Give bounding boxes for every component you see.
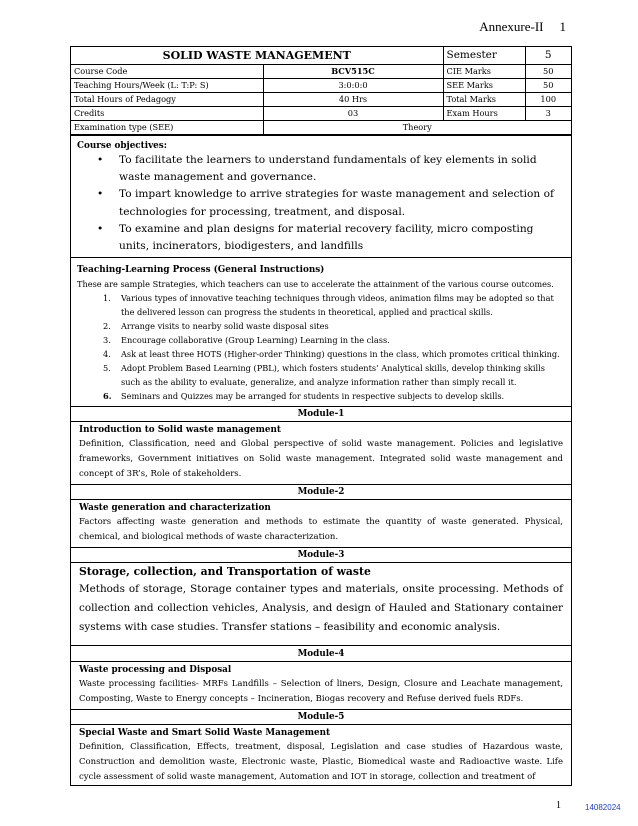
row-label: Exam Hours — [443, 107, 525, 121]
module-text: Waste processing facilities- MRFs Landfills – Selection of liners, Design, Closure and Leachate management, Composting, Waste to Energy concepts – Incineration, Biogas recovery and Refuse derived fuels RDFs. — [79, 679, 563, 705]
row-label: Total Hours of Pedagogy — [71, 93, 263, 107]
teaching-heading: Teaching-Learning Process (General Instructions) — [77, 265, 325, 276]
module-title: Storage, collection, and Transportation of waste — [79, 565, 371, 579]
header-page-number: 1 — [559, 19, 566, 34]
module-text: Definition, Classification, Effects, treatment, disposal, Legislation and case studies of Hazardous waste, Construction and demolition waste, Electronic waste, Plastic, Biomedical waste and Radioactive waste. Life cycle assessment of solid waste management, Automation and IOT in storage, collection and treatment of — [79, 742, 563, 783]
row-value: 50 — [525, 65, 571, 79]
module-title: Waste generation and characterization — [79, 503, 271, 514]
item-number: 1. — [103, 293, 111, 304]
exam-type-value: Theory — [263, 121, 571, 135]
course-objectives-section — [71, 135, 571, 257]
list-item — [103, 291, 565, 319]
row-label: Examination type (SEE) — [71, 121, 263, 135]
module-text: Methods of storage, Storage container types and materials, onsite processing. Methods of collection and collection vehicles, Analysis, and design of Hauled and Stationary container systems with case studies. Transfer stations – feasibility and economic analysis. — [79, 583, 563, 634]
list-item — [103, 333, 565, 347]
item-number: 4. — [103, 349, 111, 360]
item-number: 5. — [103, 363, 111, 374]
item-text: Arrange visits to nearby solid waste disposal sites — [121, 321, 329, 332]
row-label: Credits — [71, 107, 263, 121]
table-row — [71, 93, 571, 107]
module-heading: Module-3 — [71, 547, 571, 563]
table-row — [71, 79, 571, 93]
row-value: 03 — [263, 107, 443, 121]
row-label: SEE Marks — [443, 79, 525, 93]
row-value: 3 — [525, 107, 571, 121]
document-code: 14082024 — [585, 803, 621, 812]
module-body — [71, 662, 571, 709]
syllabus-document — [70, 46, 572, 786]
row-value: 3:0:0:0 — [263, 79, 443, 93]
list-item: • To facilitate the learners to understand fundamentals of key elements in solid waste management and governance. — [119, 152, 565, 186]
table-row — [71, 121, 571, 135]
module-text: Factors affecting waste generation and methods to estimate the quantity of waste generated. Physical, chemical, and biological methods of waste characterization. — [79, 517, 563, 543]
row-value: 40 Hrs — [263, 93, 443, 107]
row-label: Course Code — [71, 65, 263, 79]
module-heading: Module-2 — [71, 484, 571, 500]
list-item: • To examine and plan designs for material recovery facility, micro composting units, incinerators, biodigesters, and landfills — [119, 221, 565, 255]
list-item — [103, 347, 565, 361]
teaching-list — [77, 291, 565, 403]
item-text: Seminars and Quizzes may be arranged for students in respective subjects to develop skills. — [121, 391, 505, 402]
module-heading: Module-5 — [71, 709, 571, 725]
objectives-heading: Course objectives: — [77, 141, 167, 151]
course-title: SOLID WASTE MANAGEMENT — [71, 47, 443, 65]
semester-label: Semester — [443, 47, 525, 65]
module-title: Introduction to Solid waste management — [79, 425, 281, 436]
objectives-list — [77, 152, 565, 255]
list-item — [103, 319, 565, 333]
course-info-table — [71, 47, 571, 135]
item-number: 6. — [103, 391, 112, 402]
footer-page-number: 1 — [556, 800, 561, 811]
row-label: Teaching Hours/Week (L: T:P: S) — [71, 79, 263, 93]
item-text: Ask at least three HOTS (Higher-order Thinking) questions in the class, which promotes critical thinking. — [121, 349, 560, 360]
item-text: Various types of innovative teaching techniques through videos, animation films may be adopted so that the delivered lesson can progress the students in theoretical, applied and practical skills. — [121, 293, 554, 318]
item-text: Encourage collaborative (Group Learning) Learning in the class. — [121, 335, 390, 346]
teaching-intro: These are sample Strategies, which teachers can use to accelerate the attainment of the various course outcomes. — [77, 279, 554, 290]
module-heading: Module-4 — [71, 645, 571, 662]
row-label: Total Marks — [443, 93, 525, 107]
row-value: 100 — [525, 93, 571, 107]
page-header — [479, 19, 566, 35]
list-item — [103, 389, 565, 403]
table-row — [71, 65, 571, 79]
teaching-learning-section — [71, 257, 571, 406]
course-code-value: BCV515C — [263, 65, 443, 79]
list-item: • To impart knowledge to arrive strategies for waste management and selection of technologies for processing, treatment, and disposal. — [119, 186, 565, 220]
item-text: Adopt Problem Based Learning (PBL), which fosters students’ Analytical skills, develop thinking skills such as the ability to evaluate, generalize, and analyze information rather than simply recall it. — [121, 363, 545, 388]
module-text: Definition, Classification, need and Global perspective of solid waste management. Policies and legislative frameworks, Government initiatives on Solid waste management. Integrated solid waste management and concept of 3R’s, Role of stakeholders. — [79, 439, 563, 480]
module-body — [71, 563, 571, 645]
row-value: 50 — [525, 79, 571, 93]
item-number: 3. — [103, 335, 111, 346]
module-body — [71, 500, 571, 547]
row-label: CIE Marks — [443, 65, 525, 79]
module-body — [71, 422, 571, 484]
table-row — [71, 107, 571, 121]
module-heading: Module-1 — [71, 406, 571, 422]
course-title-row — [71, 47, 571, 65]
item-number: 2. — [103, 321, 111, 332]
module-title: Waste processing and Disposal — [79, 665, 232, 676]
list-item — [103, 361, 565, 389]
annexure-label: Annexure-II — [479, 19, 544, 34]
semester-value: 5 — [525, 47, 571, 65]
module-title: Special Waste and Smart Solid Waste Management — [79, 728, 331, 739]
module-body — [71, 725, 571, 786]
